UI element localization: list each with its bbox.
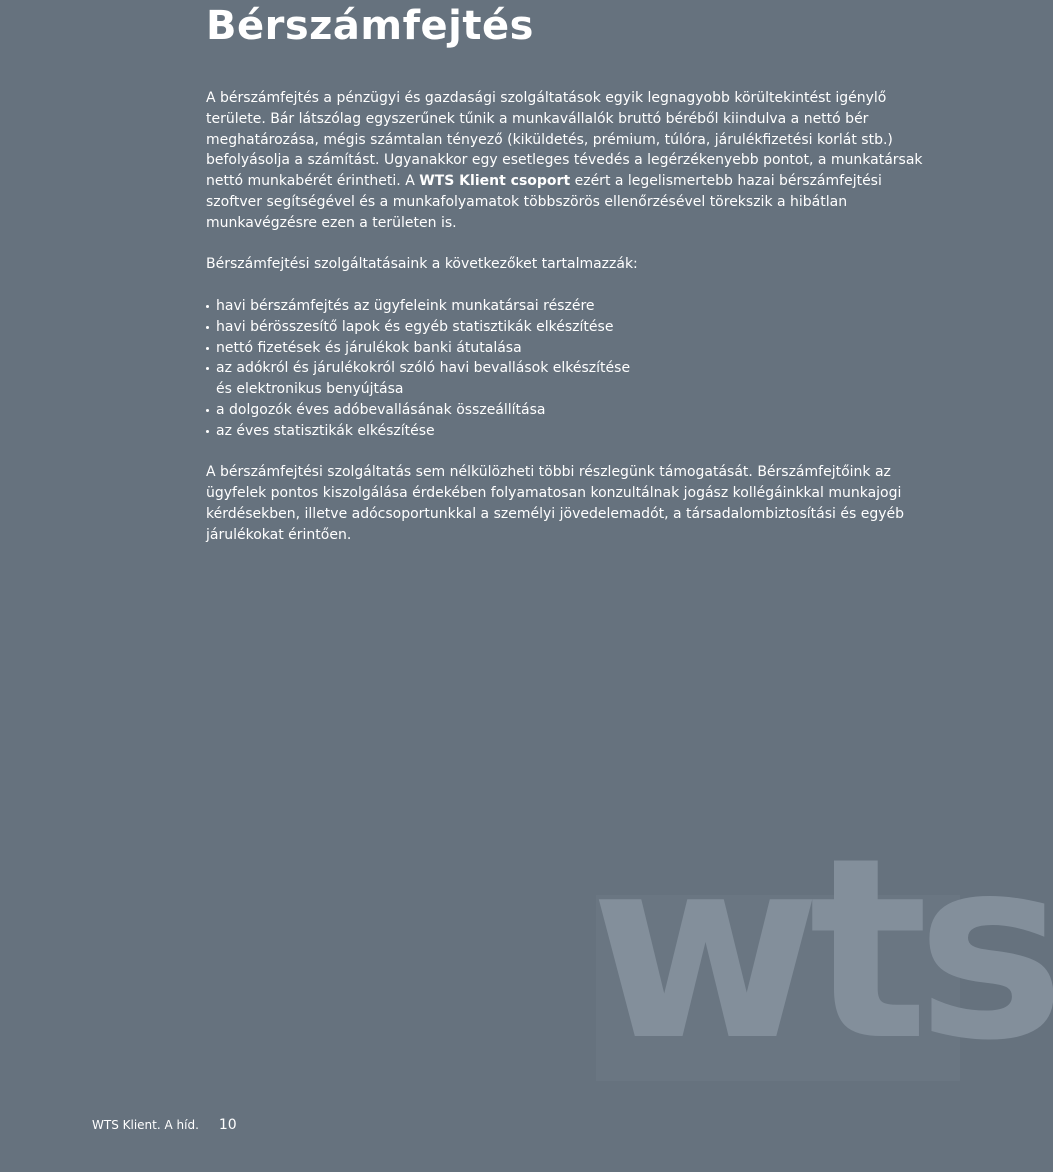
- body-text: [206, 88, 926, 546]
- services-list: [206, 296, 926, 442]
- list-item: a dolgozók éves adóbevallásának összeállítása: [206, 400, 926, 421]
- page-footer: [92, 1116, 237, 1134]
- closing-paragraph: A bérszámfejtési szolgáltatás sem nélkülözheti többi részlegünk támogatását. Bérszámfejtőink az ügyfelek pontos kiszolgálása érdekében folyamatosan konzultálnak jogász kollégáinkkal munkajogi kérdésekben, illetve adócsoportunkkal a személyi jövedelemadót, a társadalombiztosítási és egyéb járulékokat érintően.: [206, 464, 905, 543]
- company-name: WTS Klient csoport: [419, 173, 571, 190]
- intro-text-part1: A bérszámfejtés a pénzügyi és gazdasági szolgáltatások egyik legnagyobb körültekintést igénylő területe. Bár látszólag egyszerűnek tűnik a munkavállalók bruttó béréből kiindulva a nettó bér meghatározása, mégis számtalan tényező (kiküldetés, prémium, túlóra, járulékfizetési korlát stb.) befolyásolja a számítást. Ugyanakkor egy esetleges tévedés a legérzékenyebb pontot, a munkatársak nettó munkabérét érintheti. A: [206, 90, 923, 190]
- services-lead: Bérszámfejtési szolgáltatásaink a következőket tartalmazzák:: [206, 256, 638, 273]
- list-item: havi bérszámfejtés az ügyfeleink munkatársai részére: [206, 296, 926, 317]
- wts-logo-watermark: [590, 804, 1053, 1095]
- list-item: nettó fizetések és járulékok banki átutalása: [206, 338, 926, 359]
- intro-paragraph: [206, 88, 926, 234]
- list-item: havi bérösszesítő lapok és egyéb statisztikák elkészítése: [206, 317, 926, 338]
- intro-text-part2: ezért a legelismertebb hazai bérszámfejtési szoftver segítségével és a munkafolyamatok többszörös ellenőrzésével törekszik a hibátlan munkavégzésre ezen a területen is.: [206, 173, 882, 231]
- page-number: 10: [218, 1117, 237, 1133]
- footer-brand: WTS Klient. A híd.: [92, 1118, 199, 1132]
- page-title: Bérszámfejtés: [206, 3, 534, 49]
- list-item: az éves statisztikák elkészítése: [206, 421, 926, 442]
- watermark-text: wts: [590, 804, 1053, 1095]
- list-item: az adókról és járulékokról szóló havi bevallások elkészítése: [206, 358, 926, 379]
- list-item-continuation: és elektronikus benyújtása: [216, 381, 404, 398]
